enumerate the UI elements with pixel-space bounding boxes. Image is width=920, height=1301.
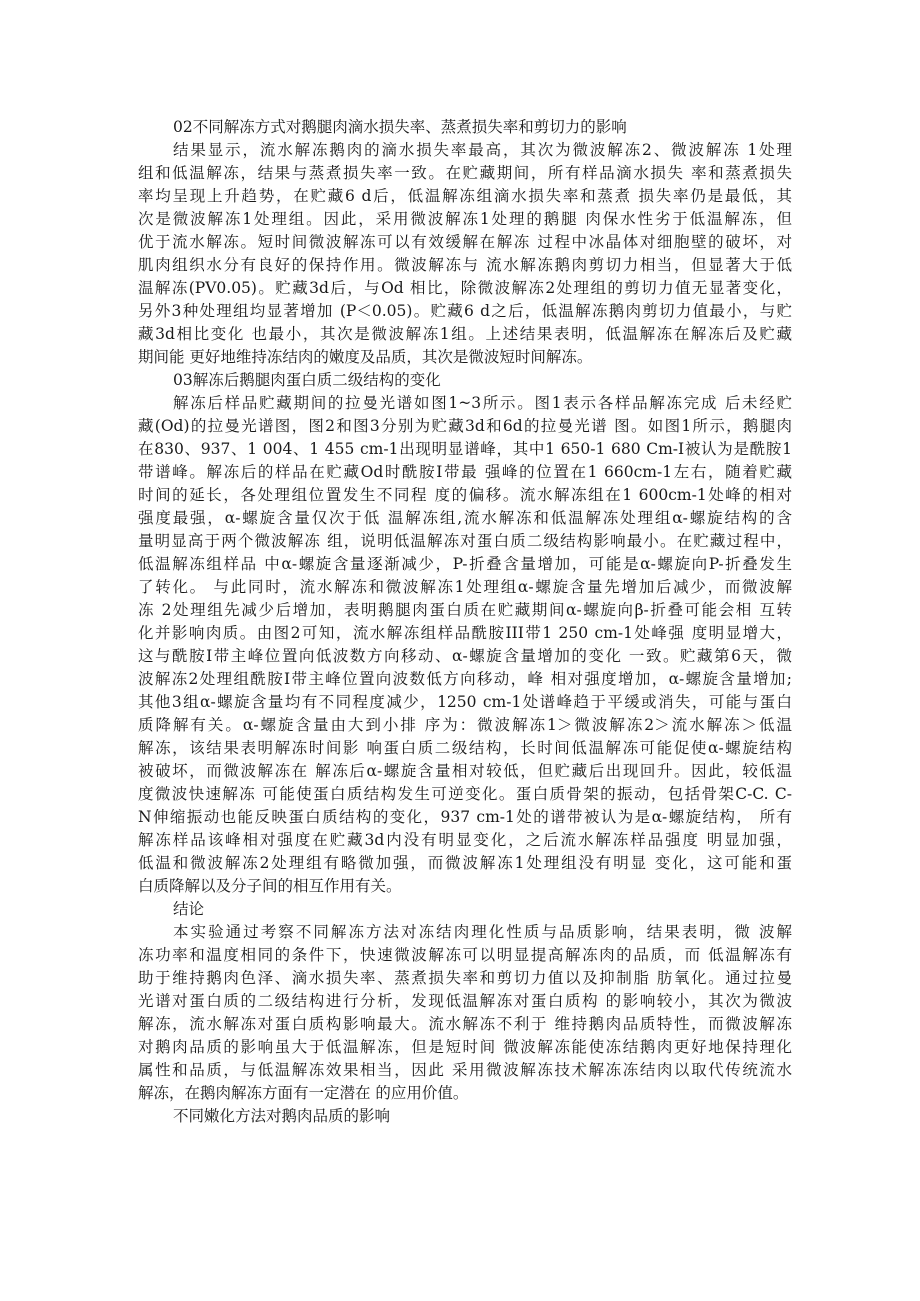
paragraph-line: 解冻，在鹅肉解冻方面有一定潜在 的应用价值。 (138, 1084, 469, 1102)
paragraph-line: 肌肉组织水分有良好的保持作用。微波解冻与 流水解冻鹅肉剪切力相当，但显著大于低 (138, 256, 792, 274)
paragraph-line: 度微波快速解冻 可能使蛋白质结构发生可逆变化。蛋白质骨架的振动，包括骨架C-C. C- (138, 785, 792, 803)
paragraph-line: 在830、937、1 004、1 455 cm-1出现明显谱峰，其中1 650-1 680 Cm-I被认为是酰胺1 (138, 440, 792, 458)
paragraph-line: 解冻，流水解冻对蛋白质构影响最大。流水解冻不利于 维持鹅肉品质特性，而微波解冻 (138, 1015, 792, 1033)
paragraph-line: 助于维持鹅肉色泽、滴水损失率、蒸煮损失率和剪切力值以及抑制脂 肪氧化。通过拉曼 (138, 969, 792, 987)
paragraph-line: 率均呈现上升趋势，在贮藏6 d后，低温解冻组滴水损失率和蒸煮 损失率仍是最低，其 (138, 187, 792, 205)
paragraph-line: 解冻后样品贮藏期间的拉曼光谱如图1~3所示。图1表示各样品解冻完成 后未经贮 (173, 394, 792, 412)
paragraph-line: 化并影响肉质。由图2可知，流水解冻组样品酰胺III带1 250 cm-1处峰强 度明显增大， (138, 624, 792, 642)
paragraph-line: 解冻，该结果表明解冻时间影 响蛋白质二级结构，长时间低温解冻可能促使α-螺旋结构 (138, 739, 792, 757)
paragraph-line: 带谱峰。解冻后的样品在贮藏Od时酰胺I带最 强峰的位置在1 660cm-1左右，随着贮藏 (138, 463, 792, 481)
paragraph-line: 另外3种处理组均显著增加 (P＜0.05)。贮藏6 d之后，低温解冻鹅肉剪切力值最小，与贮 (138, 302, 792, 320)
paragraph-line: 其他3组α-螺旋含量均有不同程度减少，1250 cm-1处谱峰趋于平缓或消失，可能与蛋白 (138, 693, 792, 711)
section-heading: 结论 (173, 900, 205, 918)
paragraph-line: 强度最强，α-螺旋含量仅次于低 温解冻组,流水解冻和低温解冻处理组α-螺旋结构的含 (138, 509, 792, 527)
paragraph-line: 属性和品质，与低温解冻效果相当，因此 采用微波解冻技术解冻冻结肉以取代传统流水 (138, 1061, 792, 1079)
paragraph-line: 低温解冻组样品 中α-螺旋含量逐渐减少，P-折叠含量增加，可能是α-螺旋向P-折叠发生 (138, 555, 792, 573)
paragraph-line: 结果显示，流水解冻鹅肉的滴水损失率最高，其次为微波解冻2、微波解冻 1处理 (173, 141, 792, 159)
paragraph-line: 优于流水解冻。短时间微波解冻可以有效缓解在解冻 过程中冰晶体对细胞壁的破坏，对 (138, 233, 792, 251)
paragraph-line: 光谱对蛋白质的二级结构进行分析，发现低温解冻对蛋白质构 的影响较小，其次为微波 (138, 992, 792, 1010)
paragraph-line: 温解冻(PV0.05)。贮藏3d后，与Od 相比，除微波解冻2处理组的剪切力值无显著变化， (138, 279, 792, 297)
paragraph-line: 冻功率和温度相同的条件下，快速微波解冻可以明显提高解冻肉的品质，而 低温解冻有 (138, 946, 792, 964)
paragraph-line: 对鹅肉品质的影响虽大于低温解冻，但是短时间 微波解冻能使冻结鹅肉更好地保持理化 (138, 1038, 792, 1056)
paragraph-line: 藏3d相比变化 也最小，其次是微波解冻1组。上述结果表明，低温解冻在解冻后及贮藏 (138, 325, 792, 343)
paragraph-line: 被破坏，而微波解冻在 解冻后α-螺旋含量相对较低，但贮藏后出现回升。因此，较低温 (138, 762, 792, 780)
paragraph-line: 次是微波解冻1处理组。因此，采用微波解冻1处理的鹅腿 肉保水性劣于低温解冻，但 (138, 210, 792, 228)
paragraph-line: 质降解有关。α-螺旋含量由大到小排 序为：微波解冻1＞微波解冻2＞流水解冻＞低温 (138, 716, 792, 734)
paragraph-line: 白质降解以及分子间的相互作用有关。 (138, 877, 402, 895)
paragraph-line: 解冻样品该峰相对强度在贮藏3d内没有明显变化，之后流水解冻样品强度 明显加强， (138, 831, 792, 849)
section-heading: 02不同解冻方式对鹅腿肉滴水损失率、蒸煮损失率和剪切力的影响 (173, 118, 627, 136)
paragraph-line: N伸缩振动也能反映蛋白质结构的变化，937 cm-1处的谱带被认为是α-螺旋结构， 所有 (138, 808, 792, 826)
paragraph-line: 本实验通过考察不同解冻方法对冻结肉理化性质与品质影响，结果表明，微 波解 (173, 923, 792, 941)
section-heading: 03解冻后鹅腿肉蛋白质二级结构的变化 (173, 371, 441, 389)
section-heading: 不同嫩化方法对鹅肉品质的影响 (173, 1107, 391, 1125)
paragraph-line: 时间的延长，各处理组位置发生不同程 度的偏移。流水解冻组在1 600cm-1处峰的相对 (138, 486, 792, 504)
paragraph-line: 冻 2处理组先减少后增加，表明鹅腿肉蛋白质在贮藏期间α-螺旋向β-折叠可能会相 互转 (138, 601, 792, 619)
paragraph-line: 了转化。 与此同时，流水解冻和微波解冻1处理组α-螺旋含量先增加后减少，而微波解 (138, 578, 792, 596)
paragraph-line: 这与酰胺I带主峰位置向低波数方向移动、α-螺旋含量增加的变化 一致。贮藏第6天，微 (138, 647, 792, 665)
paragraph-line: 低温和微波解冻2处理组有略微加强，而微波解冻1处理组没有明显 变化，这可能和蛋 (138, 854, 792, 872)
paragraph-line: 组和低温解冻，结果与蒸煮损失率一致。在贮藏期间，所有样品滴水损失 率和蒸煮损失 (138, 164, 792, 182)
paragraph-line: 藏(Od)的拉曼光谱图，图2和图3分别为贮藏3d和6d的拉曼光谱 图。如图1所示，鹅腿肉 (138, 417, 792, 435)
paragraph-line: 波解冻2处理组酰胺I带主峰位置向波数低方向移动，峰 相对强度增加，α-螺旋含量增加; (138, 670, 792, 688)
paragraph-line: 期间能 更好地维持冻结肉的嫩度及品质，其次是微波短时间解冻。 (138, 348, 593, 366)
paragraph-line: 量明显高于两个微波解冻 组，说明低温解冻对蛋白质二级结构影响最小。在贮藏过程中， (138, 532, 792, 550)
